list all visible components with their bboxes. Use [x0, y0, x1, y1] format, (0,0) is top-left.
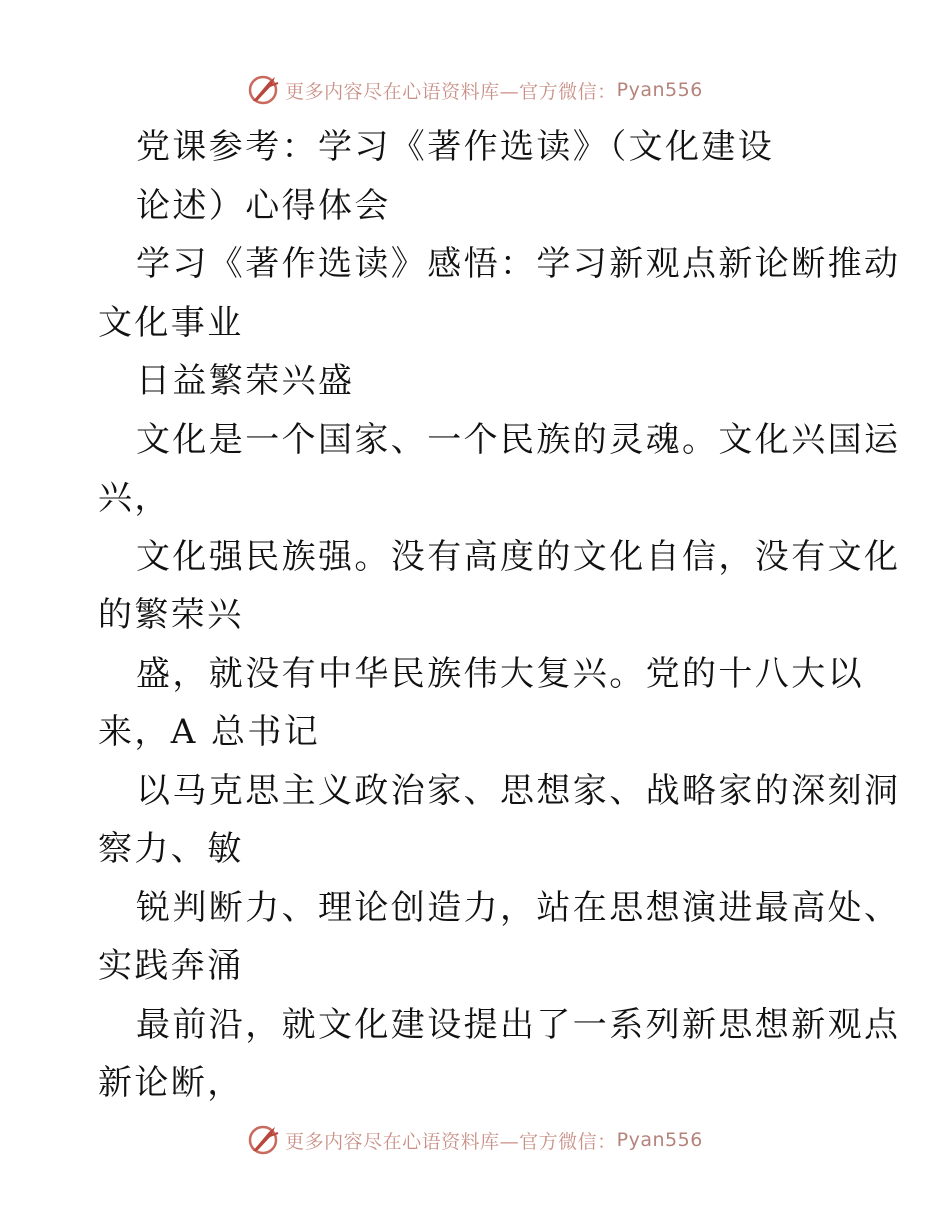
text-line: 兴， — [98, 478, 171, 518]
text-line: 锐判断力、理论创造力，站在思想演进最高处、 — [136, 887, 901, 928]
text-line: 论述）心得体会 — [136, 185, 391, 226]
text-line: 察力、敏 — [98, 829, 244, 869]
text-line: 新论断， — [98, 1063, 244, 1103]
pen-quill-logo-icon — [247, 1123, 281, 1157]
watermark-text: 更多内容尽在心语资料库—官方微信： — [285, 1130, 617, 1153]
watermark-header — [0, 70, 950, 110]
text-line: 文化事业 — [98, 302, 244, 343]
pen-quill-logo-icon — [247, 73, 281, 107]
text-line: 文化强民族强。没有高度的文化自信，没有文化 — [136, 536, 901, 577]
text-line: 最前沿，就文化建设提出了一系列新思想新观点 — [136, 1004, 901, 1045]
text-line: 学习《著作选读》感悟：学习新观点新论断推动 — [136, 244, 901, 284]
watermark-footer — [0, 1120, 950, 1160]
text-line: 党课参考：学习《著作选读》（文化建设 — [136, 127, 775, 167]
text-line: 文化是一个国家、一个民族的灵魂。文化兴国运 — [136, 419, 901, 460]
text-line: 来，A 总书记 — [98, 712, 321, 752]
document-body — [98, 118, 901, 1113]
watermark-handle: Pyan556 — [616, 1129, 703, 1151]
text-line: 的繁荣兴 — [98, 595, 244, 635]
watermark-handle: Pyan556 — [616, 79, 703, 101]
watermark-text: 更多内容尽在心语资料库—官方微信： — [285, 80, 617, 103]
text-line: 日益繁荣兴盛 — [136, 361, 355, 401]
text-line: 以马克思主义政治家、思想家、战略家的深刻洞 — [136, 770, 901, 811]
text-line: 实践奔涌 — [98, 946, 244, 986]
text-line: 盛，就没有中华民族伟大复兴。党的十八大以 — [136, 653, 864, 694]
